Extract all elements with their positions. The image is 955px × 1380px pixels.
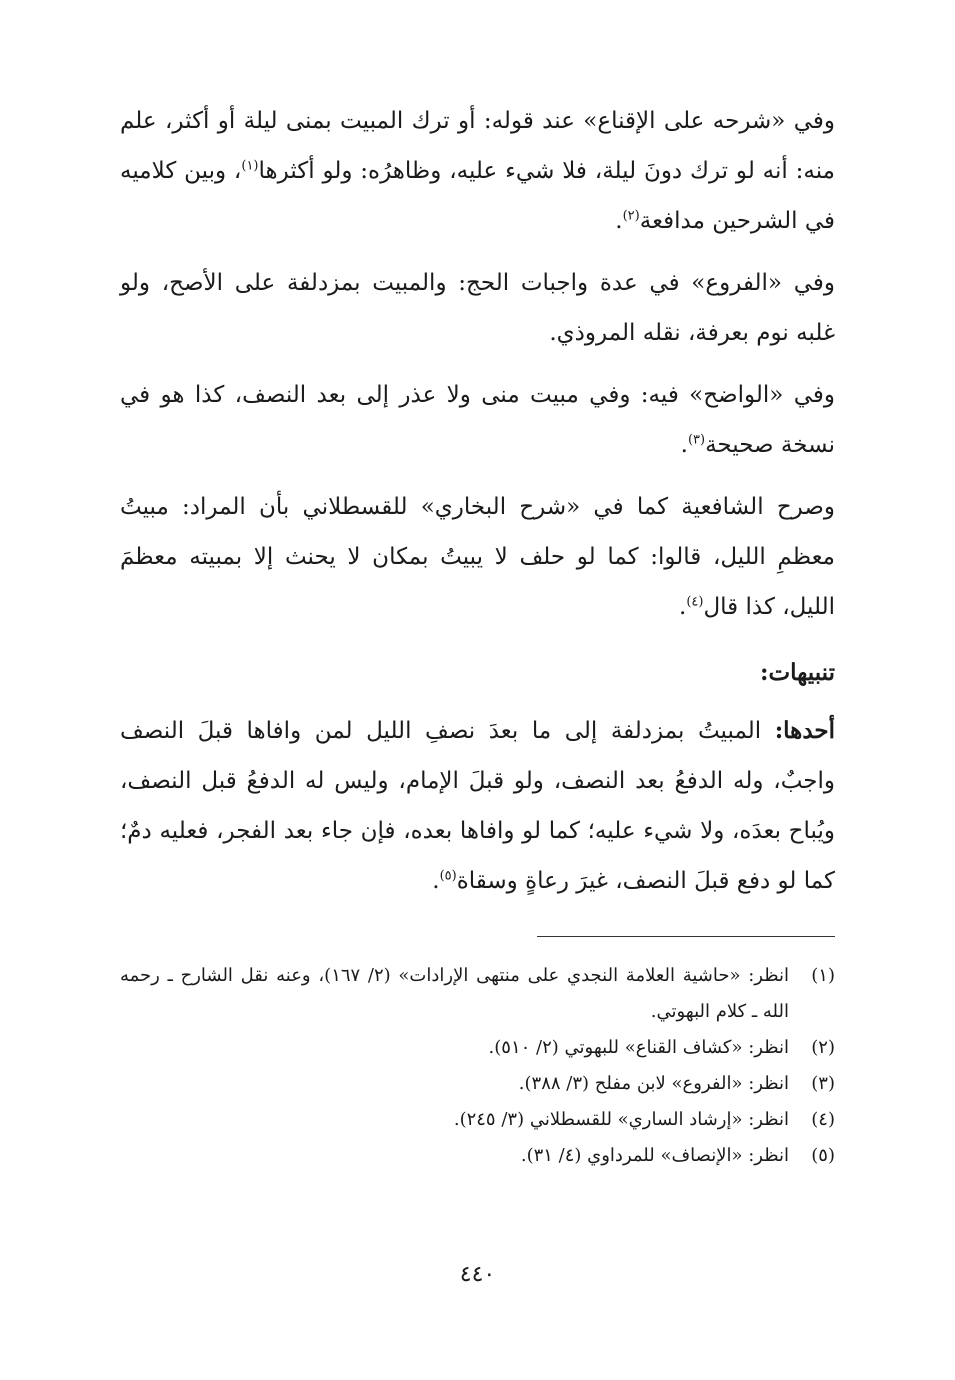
- section-heading: تنبيهات:: [760, 659, 835, 686]
- paragraph-4: [120, 482, 835, 632]
- footnote-number: (٥): [811, 1145, 835, 1166]
- footnote-2: [120, 1030, 835, 1066]
- paragraph-3-end: .: [680, 432, 688, 458]
- footnote-number: (٣): [811, 1073, 835, 1094]
- footnote-divider: [537, 936, 835, 937]
- page-number: ٤٤٠: [459, 1262, 496, 1287]
- footnote-ref-4: (٤): [686, 594, 704, 610]
- footnote-number: (٤): [811, 1109, 835, 1130]
- footnote-3: [120, 1066, 835, 1102]
- paragraph-1-end: .: [615, 208, 623, 234]
- footnote-5: [120, 1138, 835, 1174]
- footnote-number: (٢): [811, 1037, 835, 1058]
- footnote-text: انظر: «حاشية العلامة النجدي على منتهى الإرادات» (٢/ ١٦٧)، وعنه نقل الشارح ـ رحمه الله ـ كلام البهوتي.: [120, 965, 789, 1022]
- paragraph-5-text: المبيتُ بمزدلفة إلى ما بعدَ نصفِ الليل لمن وافاها قبلَ النصف واجبٌ، وله الدفعُ بعد النصف، ولو قبلَ الإمام، وليس له الدفعُ قبل النصف، ويُباح بعدَه، ولا شيء عليه؛ كما لو وافاها بعده، فإن جاء بعد الفجر، فعليه دمٌ؛ كما لو دفع قبلَ النصف، غيرَ رعاةٍ وسقاة: [120, 718, 835, 894]
- footnote-ref-3: (٣): [687, 432, 706, 448]
- paragraph-4-text: وصرح الشافعية كما في «شرح البخاري» للقسطلاني بأن المراد: مبيتُ معظمِ الليل، قالوا: كما لو حلف لا يبيتُ بمكان لا يحنث إلا بمبيته معظمَ الليل، كذا قال: [120, 494, 835, 620]
- paragraph-3-text: وفي «الواضح» فيه: وفي مبيت منى ولا عذر إلى بعد النصف، كذا هو في نسخة صحيحة: [120, 382, 835, 458]
- paragraph-1-text-cont: ، وبين كلاميه في الشرحين مدافعة: [120, 158, 835, 234]
- footnote-text: انظر: «الإنصاف» للمرداوي (٤/ ٣١).: [520, 1145, 789, 1166]
- footnotes: [120, 958, 835, 1174]
- footnote-ref-2: (٢): [622, 208, 640, 224]
- paragraph-5-end: .: [432, 868, 440, 894]
- footnote-ref-5: (٥): [439, 868, 457, 884]
- footnote-text: انظر: «إرشاد الساري» للقسطلاني (٣/ ٢٤٥).: [453, 1109, 789, 1130]
- paragraph-2-text: وفي «الفروع» في عدة واجبات الحج: والمبيت بمزدلفة على الأصح، ولو غلبه نوم بعرفة، نقله المروذي.: [120, 270, 835, 346]
- paragraph-3: [120, 370, 835, 470]
- paragraph-1-text: وفي «شرحه على الإقناع» عند قوله: أو ترك المبيت بمنى ليلة أو أكثر، علم منه: أنه لو ترك دونَ ليلة، فلا شيء عليه، وظاهرُه: ولو أكثرها: [120, 108, 835, 184]
- page-body: [120, 96, 835, 918]
- paragraph-4-end: .: [679, 594, 687, 620]
- footnote-1: [120, 958, 835, 1030]
- footnote-ref-1: (١): [241, 158, 259, 174]
- paragraph-5-lead: أحدها:: [774, 717, 835, 744]
- paragraph-5: [120, 706, 835, 906]
- footnote-4: [120, 1102, 835, 1138]
- footnote-text: انظر: «الفروع» لابن مفلح (٣/ ٣٨٨).: [518, 1073, 789, 1094]
- paragraph-1: [120, 96, 835, 246]
- footnote-number: (١): [811, 965, 835, 986]
- footnote-text: انظر: «كشاف القناع» للبهوتي (٢/ ٥١٠).: [488, 1037, 789, 1058]
- paragraph-2: [120, 258, 835, 358]
